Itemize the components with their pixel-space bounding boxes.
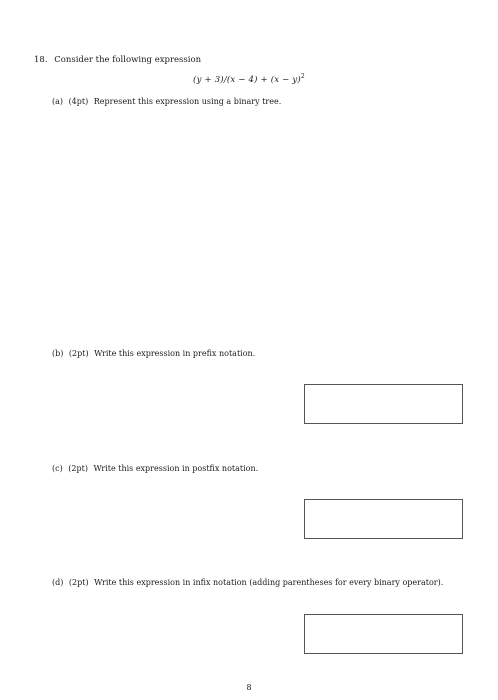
part-b-prompt — [52, 349, 255, 358]
expression-exponent: 2 — [300, 73, 305, 80]
part-points: (2pt) — [68, 349, 89, 358]
part-text: Write this expression in postfix notation. — [93, 464, 259, 473]
binary-tree-answer-area[interactable] — [52, 112, 464, 337]
question-number: 18. — [34, 55, 48, 65]
part-c-prompt — [52, 464, 258, 473]
part-label: (a) — [52, 97, 64, 106]
infix-answer-box[interactable] — [304, 614, 463, 654]
part-text: Represent this expression using a binary tree. — [93, 97, 282, 106]
question-header — [34, 55, 201, 65]
part-d-prompt — [52, 578, 443, 587]
part-label: (c) — [52, 464, 63, 473]
part-label: (d) — [52, 578, 64, 587]
page-number: 8 — [246, 683, 252, 692]
part-text: Write this expression in prefix notation. — [94, 349, 256, 358]
prefix-answer-box[interactable] — [304, 384, 463, 424]
part-a-prompt — [52, 97, 281, 106]
part-points: (2pt) — [68, 464, 88, 473]
part-points: (4pt) — [68, 97, 89, 106]
part-points: (2pt) — [68, 578, 89, 587]
part-text: Write this expression in infix notation (adding parentheses for every binary operator). — [94, 578, 444, 587]
postfix-answer-box[interactable] — [304, 499, 463, 539]
part-label: (b) — [52, 349, 64, 358]
math-expression — [0, 73, 498, 85]
question-prompt: Consider the following expression — [54, 55, 202, 65]
expression-body: (y + 3)/(x − 4) + (x − y) — [193, 74, 301, 85]
